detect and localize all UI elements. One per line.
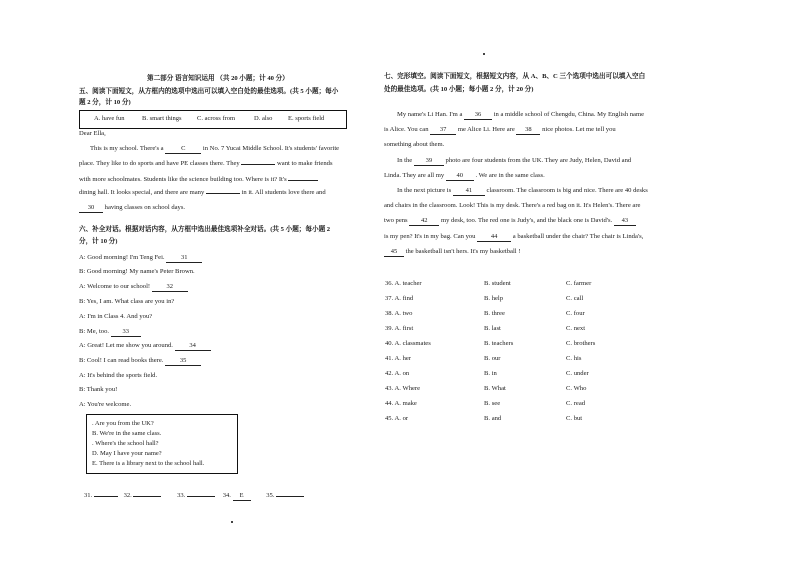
choice-44-a[interactable]: 44. A. make	[385, 400, 417, 407]
passage-line9-b: a basketball under the chair? The chair is Linda's,	[512, 233, 644, 240]
passage-line10-b: the basketball isn't hers. It's my basketball !	[405, 248, 521, 255]
passage-line6-a: In the next picture is	[397, 187, 452, 194]
answer-32-field[interactable]	[133, 490, 161, 497]
blank-32[interactable]: 32	[152, 283, 188, 292]
dialogue-option-a: . Are you from the UK?	[92, 420, 154, 427]
passage-line2-c: nice photos. Let me tell you	[542, 126, 616, 133]
dialogue-options-box	[86, 414, 238, 474]
choice-36-b[interactable]: B. student	[484, 280, 511, 287]
blank-28[interactable]	[288, 174, 318, 181]
blank-27[interactable]	[241, 164, 275, 165]
choice-37-b[interactable]: B. help	[484, 295, 504, 302]
letter-line2	[79, 160, 333, 168]
choice-36-a[interactable]: 36. A. teacher	[385, 280, 422, 287]
passage-line2-b: me Alice Li. Here are	[457, 126, 515, 133]
passage-line6-b: classroom. The classroom is big and nice. There are 40 desks	[486, 187, 648, 194]
choice-43-b[interactable]: B. What	[484, 385, 506, 392]
dialogue-line10: B: Thank you!	[79, 386, 118, 393]
dialogue-line6	[79, 328, 141, 337]
answer-31-field[interactable]	[94, 490, 118, 497]
dialogue-line7	[79, 342, 211, 351]
option-c: C. across from	[197, 115, 236, 122]
letter-line2-a: place. They like to do sports and have PE classes there. They	[79, 160, 240, 167]
choice-45-a[interactable]: 45. A. or	[385, 415, 409, 422]
answer-31-label: 31.	[84, 492, 93, 499]
choice-42-b[interactable]: B. in	[484, 370, 497, 377]
choice-41-b[interactable]: B. our	[484, 355, 501, 362]
choice-45-b[interactable]: B. and	[484, 415, 502, 422]
passage-line5-b: . We are in the same class.	[475, 172, 545, 179]
passage-line7: and chairs in the classroom. Look! This is my desk. There's a red bag on it. It's Helen's. There are	[384, 202, 641, 209]
dialogue-option-b: B. We're in the same class.	[92, 430, 162, 437]
passage-line2	[384, 126, 616, 135]
choice-40-a[interactable]: 40. A. classmates	[385, 340, 431, 347]
blank-45[interactable]: 45	[384, 248, 404, 257]
letter-line4-b: in it. All students love there and	[241, 189, 326, 196]
blank-44[interactable]: 44	[477, 233, 511, 242]
blank-29[interactable]	[206, 193, 240, 194]
blank-39[interactable]: 39	[414, 157, 444, 166]
choice-40-b[interactable]: B. teachers	[484, 340, 514, 347]
choice-44-b[interactable]: B. see	[484, 400, 501, 407]
letter-line1	[90, 145, 339, 154]
option-e: E. sports field	[288, 115, 325, 122]
choice-39-c[interactable]: C. next	[566, 325, 586, 332]
dialogue-line8-text: B: Cool! I can read books there.	[79, 357, 164, 364]
blank-35[interactable]: 35	[165, 357, 201, 366]
passage-line1-a: My name's Li Han. I'm a	[397, 111, 463, 118]
section5-header-line1: 五、阅读下面短文，从方框内的选项中选出可以填入空白处的最佳选项。(共 5 小题；每小	[79, 88, 339, 95]
passage-line4-a: In the	[397, 157, 413, 164]
blank-36[interactable]: 36	[464, 111, 492, 120]
letter-line2-b: want to make friends	[277, 160, 333, 167]
dialogue-option-d: D. May I have your name?	[92, 450, 162, 457]
dialogue-line7-text: A: Great! Let me show you around.	[79, 342, 173, 349]
blank-30[interactable]: 30	[79, 204, 103, 213]
passage-line10	[384, 248, 520, 257]
letter-line3-text: with more schoolmates. Students like the science building too. Where is it? It's	[79, 176, 287, 183]
choice-39-a[interactable]: 39. A. first	[385, 325, 414, 332]
passage-line4	[397, 157, 631, 166]
blank-37[interactable]: 37	[430, 126, 456, 135]
choice-38-a[interactable]: 38. A. two	[385, 310, 413, 317]
dialogue-line6-text: B: Me, too.	[79, 328, 110, 335]
choice-38-b[interactable]: B. three	[484, 310, 505, 317]
part-title: 第二部分 语言知识运用 （共 20 小题；计 40 分）	[147, 75, 289, 82]
passage-line4-b: photo are four students from the UK. They are Judy, Helen, David and	[445, 157, 632, 164]
answer-32-label: 32.	[123, 492, 132, 499]
scan-speck	[483, 53, 485, 55]
answer-33-field[interactable]	[187, 490, 215, 497]
passage-line8-a: two pens	[384, 217, 408, 224]
passage-line5	[384, 172, 545, 181]
answer-34-field[interactable]: E	[233, 492, 251, 501]
passage-line8-b: my desk, too. The red one is Judy's, and the black one is David's.	[440, 217, 613, 224]
choice-36-c[interactable]: C. farmer	[566, 280, 592, 287]
choice-41-c[interactable]: C. his	[566, 355, 582, 362]
choice-37-a[interactable]: 37. A. find	[385, 295, 414, 302]
choice-39-b[interactable]: B. last	[484, 325, 501, 332]
dialogue-option-e: E. There is a library next to the school hall.	[92, 460, 205, 467]
answer-35-field[interactable]	[276, 490, 304, 497]
blank-26[interactable]: C	[165, 145, 201, 154]
choice-37-c[interactable]: C. call	[566, 295, 584, 302]
letter-line3	[79, 174, 318, 184]
dialogue-line3-text: A: Welcome to our school!	[79, 283, 151, 290]
passage-line1-b: in a middle school of Chengdu, China. My English name	[493, 111, 645, 118]
dialogue-line4: B: Yes, I am. What class are you in?	[79, 298, 175, 305]
dialogue-line2: B: Good morning! My name's Peter Brown.	[79, 268, 195, 275]
word-bank-box	[79, 110, 347, 129]
dialogue-line11: A: You're welcome.	[79, 401, 132, 408]
choice-42-c[interactable]: C. under	[566, 370, 589, 377]
section7-header-line2: 处的最佳选项。(共 10 小题；每小题 2 分，计 20 分)	[384, 86, 534, 93]
option-a: A. have fun	[94, 115, 125, 122]
choice-42-a[interactable]: 42. A. on	[385, 370, 410, 377]
choice-40-c[interactable]: C. brothers	[566, 340, 596, 347]
answer-35-label: 35.	[266, 492, 275, 499]
answer-34-label: 34.	[222, 492, 231, 499]
dialogue-line9: A: It's behind the sports field.	[79, 372, 158, 379]
choice-38-c[interactable]: C. four	[566, 310, 585, 317]
section5-header-line2: 题 2 分，计 10 分)	[79, 99, 131, 106]
letter-line1-b: in No. 7 Yucai Middle School. It's students' favorite	[202, 145, 340, 152]
blank-43[interactable]: 43	[614, 217, 636, 226]
letter-greeting: Dear Ella,	[79, 130, 106, 137]
scan-speck	[231, 521, 233, 523]
choice-43-a[interactable]: 43. A. Where	[385, 385, 421, 392]
blank-34[interactable]: 34	[175, 342, 211, 351]
passage-line2-a: is Alice. You can	[384, 126, 429, 133]
option-b: B. smart things	[142, 115, 182, 122]
section6-header-line1: 六、补全对话。根据对话内容，从方框中选出最佳选项补全对话。(共 5 小题；每小题 2	[79, 226, 331, 233]
letter-line4	[79, 189, 326, 197]
section7-header-line1: 七、完形填空。阅读下面短文，根据短文内容，从 A、B、C 三个选项中选出可以填入空白	[384, 73, 646, 80]
passage-line9-a: is my pen? It's in my bag. Can you	[384, 233, 476, 240]
passage-line1	[397, 111, 644, 120]
passage-line9	[384, 233, 643, 242]
dialogue-line1	[79, 254, 202, 263]
blank-31[interactable]: 31	[166, 254, 202, 263]
passage-line5-a: Linda. They are all my	[384, 172, 445, 179]
blank-40[interactable]: 40	[446, 172, 474, 181]
blank-42[interactable]: 42	[409, 217, 439, 226]
section6-header-line2: 分，计 10 分)	[79, 238, 118, 245]
option-d: D. also	[254, 115, 273, 122]
dialogue-option-c: . Where's the school hall?	[92, 440, 159, 447]
letter-line5	[79, 204, 185, 213]
blank-41[interactable]: 41	[453, 187, 485, 196]
choice-41-a[interactable]: 41. A. her	[385, 355, 412, 362]
answer-row	[84, 490, 304, 501]
choice-45-c[interactable]: C. but	[566, 415, 583, 422]
answer-33-label: 33.	[177, 492, 186, 499]
choice-43-c[interactable]: C. Who	[566, 385, 587, 392]
choice-44-c[interactable]: C. read	[566, 400, 586, 407]
passage-line6	[397, 187, 648, 196]
passage-line8	[384, 217, 636, 226]
dialogue-line8	[79, 357, 201, 366]
dialogue-line3	[79, 283, 188, 292]
letter-line5-b: having classes on school days.	[104, 204, 186, 211]
letter-line1-a: This is my school. There's a	[90, 145, 164, 152]
passage-line3: something about them.	[384, 141, 445, 148]
blank-33[interactable]: 33	[111, 328, 141, 337]
dialogue-line1-text: A: Good morning! I'm Teng Fei.	[79, 254, 165, 261]
blank-38[interactable]: 38	[516, 126, 540, 135]
letter-line4-a: dining hall. It looks special, and there are many	[79, 189, 205, 196]
dialogue-line5: A: I'm in Class 4. And you?	[79, 313, 153, 320]
